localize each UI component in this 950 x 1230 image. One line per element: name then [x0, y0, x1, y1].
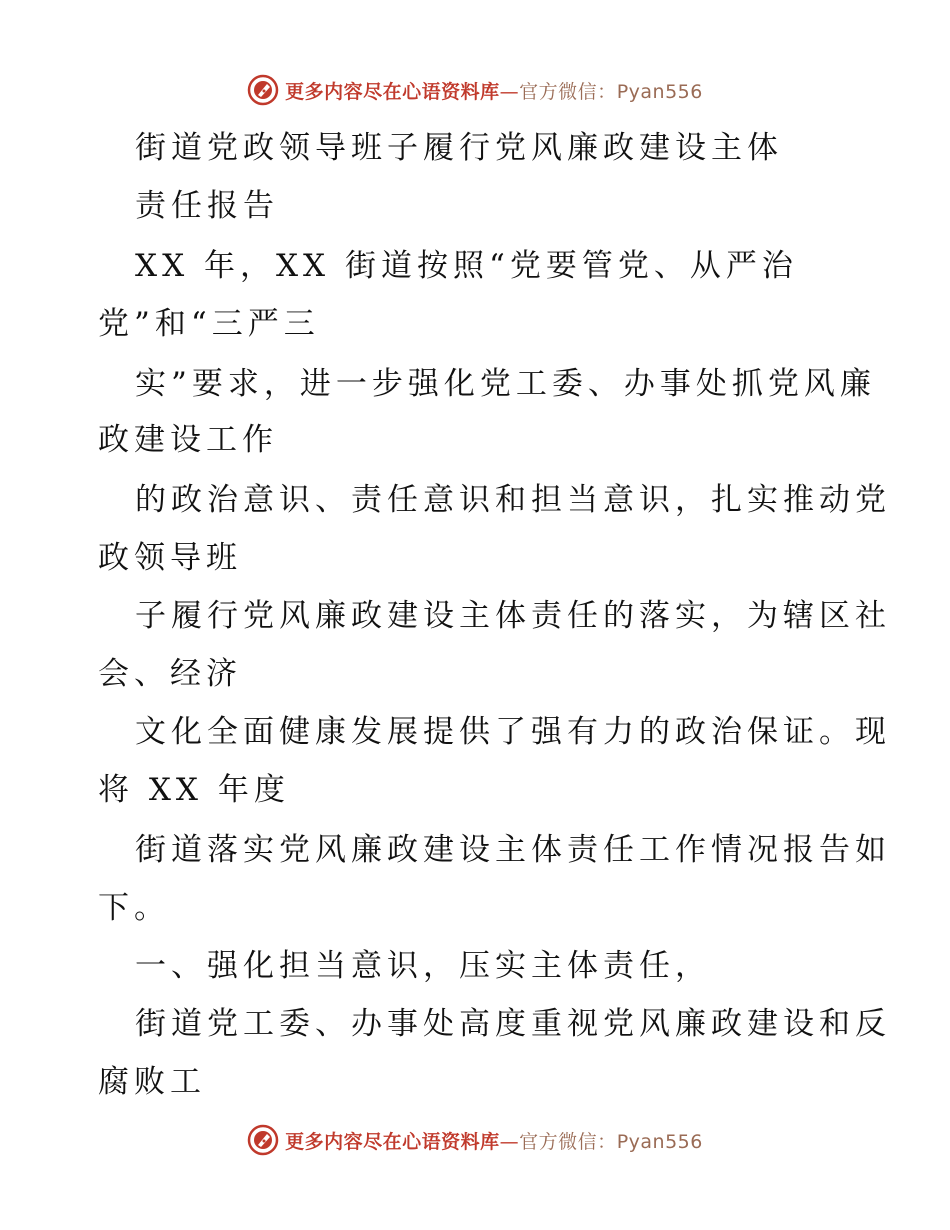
paragraph-line: 街道党工委、办事处高度重视党风廉政建设和反	[135, 1006, 891, 1042]
header-watermark	[0, 70, 950, 110]
paragraph-line: 的政治意识、责任意识和担当意识，扎实推动党	[135, 482, 891, 518]
paragraph-line: 将 XX 年度	[98, 772, 290, 808]
doc-title-line-1: 街道党政领导班子履行党风廉政建设主体	[135, 130, 783, 166]
paragraph-line: 党”和“三严三	[98, 306, 320, 342]
paragraph-line: 下。	[98, 890, 170, 926]
pen-nib-logo-icon	[247, 74, 279, 106]
paragraph-line: XX 年，XX 街道按照“党要管党、从严治	[135, 248, 798, 284]
paragraph-line: 腐败工	[98, 1064, 206, 1100]
doc-title-line-2: 责任报告	[135, 188, 279, 224]
pen-nib-logo-icon	[247, 1124, 279, 1156]
paragraph-line: 实”要求，进一步强化党工委、办事处抓党风廉	[135, 366, 876, 402]
paragraph-line: 街道落实党风廉政建设主体责任工作情况报告如	[135, 832, 891, 868]
paragraph-line: 文化全面健康发展提供了强有力的政治保证。现	[135, 714, 891, 750]
watermark-text: 更多内容尽在心语资料库—官方微信：Pyan556	[285, 80, 703, 103]
paragraph-line: 政领导班	[98, 540, 242, 576]
paragraph-line: 子履行党风廉政建设主体责任的落实，为辖区社	[135, 598, 891, 634]
section-heading: 一、强化担当意识，压实主体责任，	[135, 948, 711, 984]
paragraph-line: 会、经济	[98, 656, 242, 692]
footer-watermark	[0, 1120, 950, 1160]
watermark-text: 更多内容尽在心语资料库—官方微信：Pyan556	[285, 1130, 703, 1153]
paragraph-line: 政建设工作	[98, 422, 278, 458]
